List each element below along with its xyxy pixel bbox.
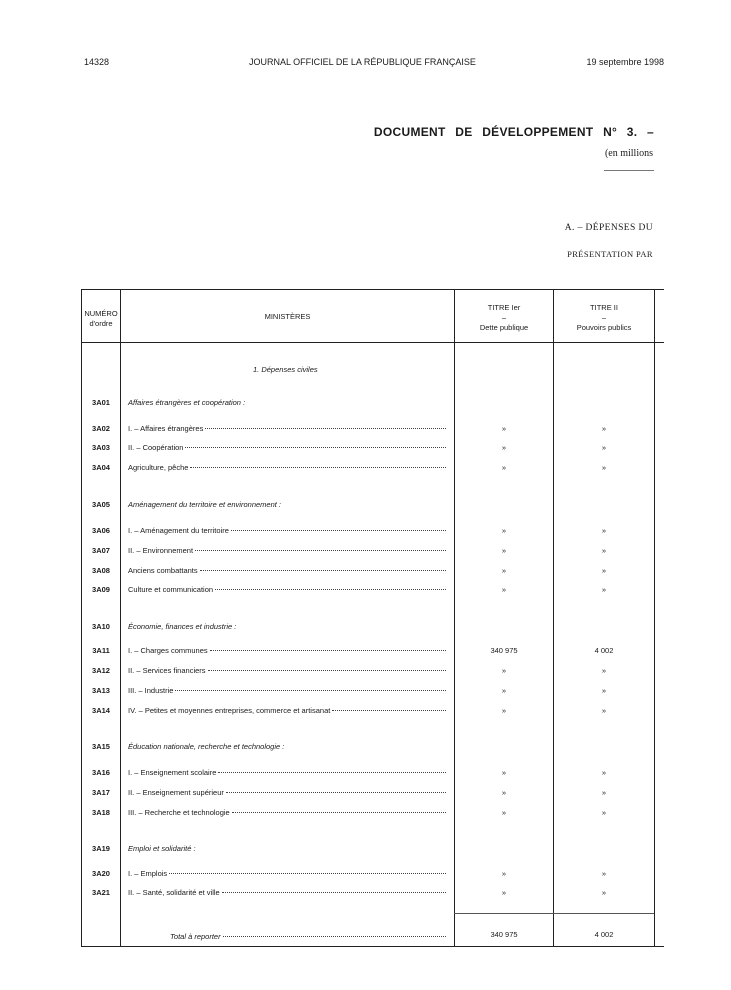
titre2-value: » [601,869,607,878]
row-label: Culture et communication [128,585,446,594]
row-label: II. – Services financiers [128,666,446,675]
row-label: III. – Recherche et technologie [128,808,446,817]
row-label: I. – Charges communes [128,646,446,655]
unit-underline [604,170,654,171]
journal-title: JOURNAL OFFICIEL DE LA RÉPUBLIQUE FRANÇAISE [249,57,476,67]
total-titre1: 340 975 [490,930,518,939]
row-label: II. – Coopération [128,443,446,452]
group-label: Éducation nationale, recherche et technologie : [128,742,285,751]
row-code: 3A13 [92,686,110,695]
titre2-value: » [601,888,607,897]
titre1-value: » [501,526,507,535]
row-label: I. – Aménagement du territoire [128,526,446,535]
titre2-value: » [601,686,607,695]
row-label: II. – Environnement [128,546,446,555]
titre1-value: » [501,869,507,878]
titre1-value: » [501,686,507,695]
row-code: 3A07 [92,546,110,555]
row-code: 3A15 [92,742,110,751]
titre2-value: » [601,443,607,452]
table-bottom-border [81,946,664,947]
titre1-value: » [501,443,507,452]
row-label: Agriculture, pêche [128,463,446,472]
titre2-value: » [601,526,607,535]
titre1-value: » [501,424,507,433]
group-label: Économie, finances et industrie : [128,622,237,631]
row-code: 3A14 [92,706,110,715]
titre1-value: » [501,706,507,715]
total-separator [454,913,654,914]
group-label: Emploi et solidarité : [128,844,196,853]
titre1-value: » [501,666,507,675]
col-divider-code [120,289,121,947]
titre2-value: » [601,463,607,472]
row-code: 3A17 [92,788,110,797]
row-label: IV. – Petites et moyennes entreprises, commerce et artisanat [128,706,446,715]
titre1-value: » [501,788,507,797]
titre1-value: » [501,463,507,472]
row-code: 3A06 [92,526,110,535]
header-separator [81,342,664,343]
row-code: 3A10 [92,622,110,631]
table-left-border [81,289,82,947]
row-code: 3A16 [92,768,110,777]
titre2-value: » [601,546,607,555]
titre1-value: » [501,768,507,777]
titre2-value: » [601,666,607,675]
header-numero: NUMÉRO d'ordre [84,309,118,328]
table-top-border [81,289,664,290]
titre1-value: » [501,808,507,817]
row-code: 3A12 [92,666,110,675]
presentation-title: PRÉSENTATION PAR [567,249,653,259]
row-label: III. – Industrie [128,686,446,695]
col-divider-titre2 [654,289,655,947]
row-code: 3A04 [92,463,110,472]
row-label: II. – Santé, solidarité et ville [128,888,446,897]
col-divider-ministry [454,289,455,947]
row-code: 3A05 [92,500,110,509]
row-code: 3A20 [92,869,110,878]
row-label: Anciens combattants [128,566,446,575]
titre2-value: » [601,424,607,433]
section-label: 1. Dépenses civiles [253,365,318,374]
titre2-value: » [601,585,607,594]
document-title: DOCUMENT DE DÉVELOPPEMENT N° 3. – [373,125,654,139]
titre2-value: » [601,706,607,715]
row-code: 3A09 [92,585,110,594]
group-label: Aménagement du territoire et environnement : [128,500,281,509]
row-code: 3A02 [92,424,110,433]
publication-date: 19 septembre 1998 [586,57,664,67]
header-titre2: TITRE II – Pouvoirs publics [576,303,632,332]
header-ministeres: MINISTÈRES [264,312,311,321]
row-code: 3A01 [92,398,110,407]
unit-note: (en millions [604,148,653,159]
row-label: I. – Emplois [128,869,446,878]
group-label: Affaires étrangères et coopération : [128,398,246,407]
row-label: II. – Enseignement supérieur [128,788,446,797]
titre1-value: 340 975 [490,646,518,655]
section-title: A. – DÉPENSES DU [564,223,653,233]
titre1-value: » [501,888,507,897]
titre2-value: » [601,768,607,777]
row-label: I. – Enseignement scolaire [128,768,446,777]
row-code: 3A21 [92,888,110,897]
titre1-value: » [501,566,507,575]
row-label: I. – Affaires étrangères [128,424,446,433]
titre1-value: » [501,585,507,594]
titre2-value: » [601,808,607,817]
total-titre2: 4 002 [594,930,614,939]
titre2-value: 4 002 [594,646,614,655]
row-code: 3A19 [92,844,110,853]
titre1-value: » [501,546,507,555]
row-code: 3A18 [92,808,110,817]
total-label: Total à reporter [170,932,446,941]
header-titre1: TITRE Ier – Dette publique [479,303,529,332]
col-divider-titre1 [553,289,554,947]
page-number: 14328 [84,57,110,67]
row-code: 3A03 [92,443,110,452]
titre2-value: » [601,566,607,575]
row-code: 3A11 [92,646,110,655]
row-code: 3A08 [92,566,110,575]
titre2-value: » [601,788,607,797]
